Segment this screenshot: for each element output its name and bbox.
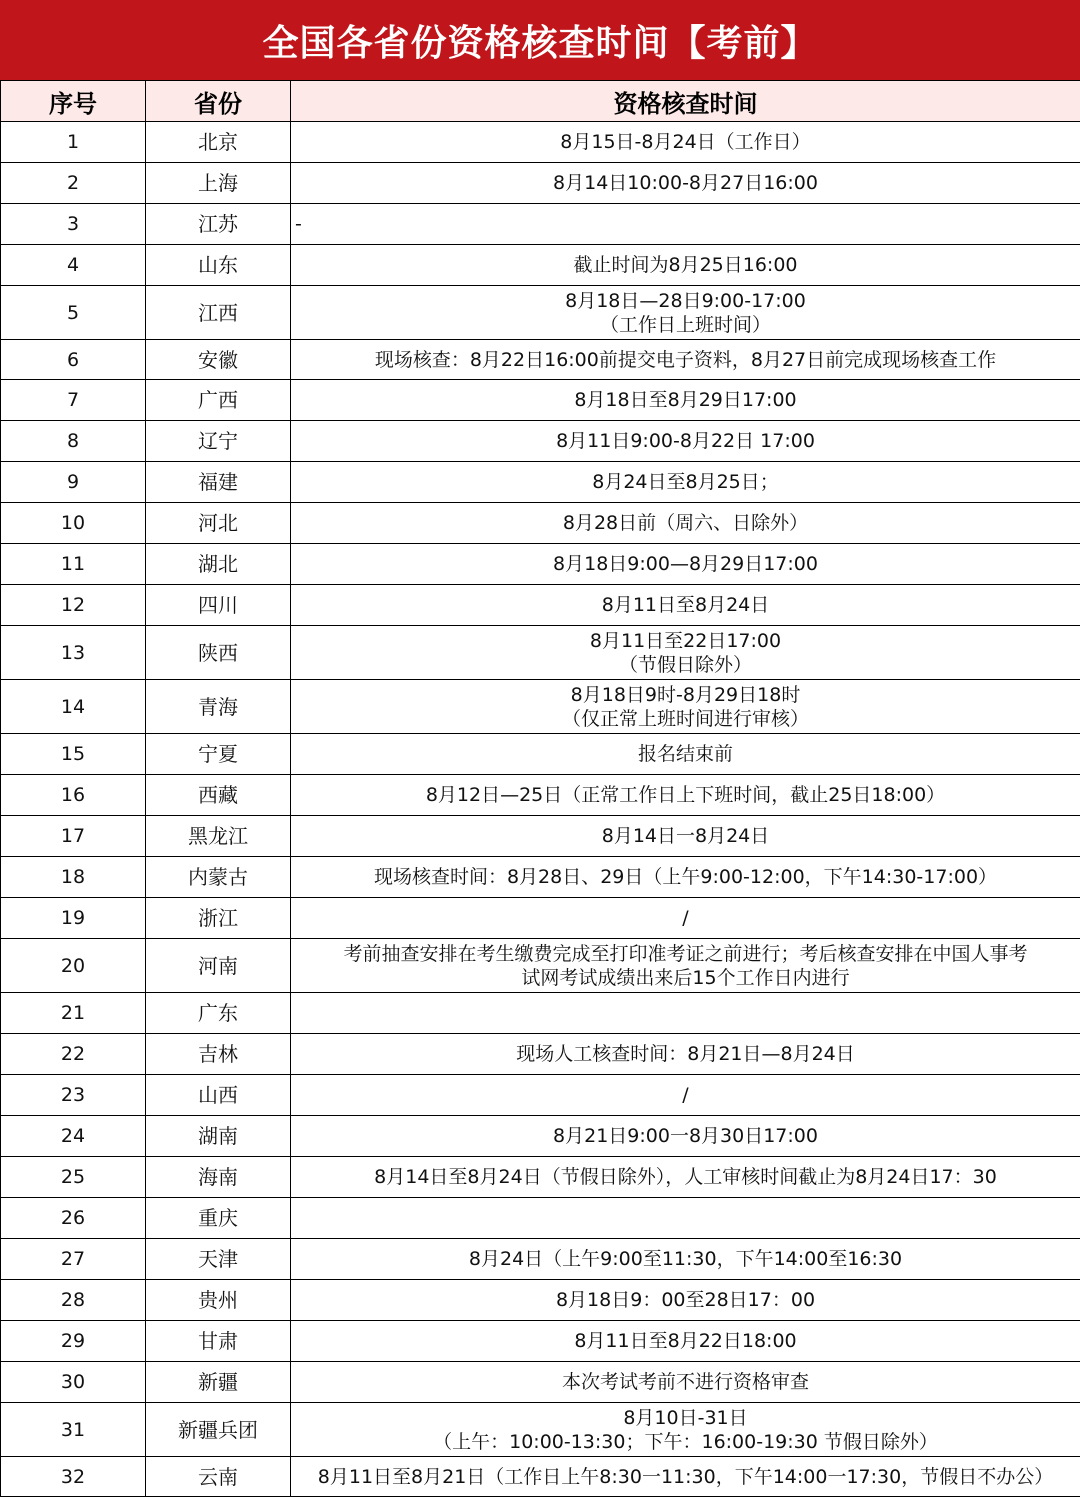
cell-province: 吉林: [146, 1034, 291, 1075]
cell-check-time: /: [291, 1075, 1080, 1116]
cell-seq: 10: [1, 503, 146, 544]
table-row: [1, 1157, 1080, 1198]
qualification-check-table: [0, 80, 1080, 1497]
cell-seq: 6: [1, 340, 146, 380]
table-row: [1, 680, 1080, 734]
cell-province: 贵州: [146, 1280, 291, 1321]
cell-province: 上海: [146, 163, 291, 204]
cell-check-time: 现场核查：8月22日16:00前提交电子资料，8月27日前完成现场核查工作: [291, 340, 1080, 380]
table-row: [1, 245, 1080, 286]
cell-check-time: 8月14日一8月24日: [291, 816, 1080, 857]
cell-check-time: 8月21日9:00一8月30日17:00: [291, 1116, 1080, 1157]
cell-seq: 21: [1, 993, 146, 1034]
cell-province: 海南: [146, 1157, 291, 1198]
cell-seq: 13: [1, 626, 146, 680]
table-row: [1, 122, 1080, 163]
cell-seq: 15: [1, 734, 146, 775]
table-row: [1, 1239, 1080, 1280]
table-row: [1, 544, 1080, 585]
cell-check-time: 8月11日至8月22日18:00: [291, 1321, 1080, 1362]
cell-seq: 27: [1, 1239, 146, 1280]
table-row: [1, 816, 1080, 857]
cell-seq: 9: [1, 462, 146, 503]
table-row: [1, 1457, 1080, 1497]
cell-seq: 18: [1, 857, 146, 898]
cell-check-time: 8月18日至8月29日17:00: [291, 380, 1080, 421]
table-row: [1, 380, 1080, 421]
cell-seq: 2: [1, 163, 146, 204]
table-row: [1, 1034, 1080, 1075]
cell-check-time: 8月24日至8月25日；: [291, 462, 1080, 503]
header-seq: 序号: [1, 81, 146, 122]
cell-check-time: 8月11日至8月21日（工作日上午8:30一11:30，下午14:00一17:30，节假日不办公）: [291, 1457, 1080, 1497]
table-row: [1, 734, 1080, 775]
table-row: [1, 204, 1080, 245]
cell-check-time: 8月18日9时-8月29日18时 （仅正常上班时间进行审核）: [291, 680, 1080, 734]
cell-province: 重庆: [146, 1198, 291, 1239]
cell-seq: 26: [1, 1198, 146, 1239]
cell-province: 黑龙江: [146, 816, 291, 857]
cell-province: 辽宁: [146, 421, 291, 462]
table-row: [1, 1116, 1080, 1157]
cell-province: 安徽: [146, 340, 291, 380]
table-row: [1, 340, 1080, 380]
cell-seq: 14: [1, 680, 146, 734]
cell-seq: 17: [1, 816, 146, 857]
cell-seq: 8: [1, 421, 146, 462]
cell-province: 天津: [146, 1239, 291, 1280]
cell-province: 陕西: [146, 626, 291, 680]
table-body: [1, 122, 1080, 1497]
cell-province: 江苏: [146, 204, 291, 245]
cell-seq: 31: [1, 1403, 146, 1457]
cell-check-time: 报名结束前: [291, 734, 1080, 775]
cell-province: 北京: [146, 122, 291, 163]
cell-seq: 29: [1, 1321, 146, 1362]
cell-check-time: 现场人工核查时间：8月21日—8月24日: [291, 1034, 1080, 1075]
cell-check-time: 截止时间为8月25日16:00: [291, 245, 1080, 286]
cell-seq: 5: [1, 286, 146, 340]
cell-province: 宁夏: [146, 734, 291, 775]
table-row: [1, 1198, 1080, 1239]
cell-province: 江西: [146, 286, 291, 340]
cell-check-time: 本次考试考前不进行资格审查: [291, 1362, 1080, 1403]
cell-province: 福建: [146, 462, 291, 503]
cell-seq: 30: [1, 1362, 146, 1403]
table-row: [1, 1403, 1080, 1457]
cell-seq: 22: [1, 1034, 146, 1075]
cell-seq: 4: [1, 245, 146, 286]
cell-seq: 16: [1, 775, 146, 816]
cell-seq: 11: [1, 544, 146, 585]
cell-check-time: 8月18日9:00—8月29日17:00: [291, 544, 1080, 585]
cell-check-time: 8月15日-8月24日（工作日）: [291, 122, 1080, 163]
cell-seq: 19: [1, 898, 146, 939]
table-header-row: [1, 81, 1080, 122]
cell-seq: 23: [1, 1075, 146, 1116]
cell-province: 西藏: [146, 775, 291, 816]
table-row: [1, 1280, 1080, 1321]
cell-check-time: 8月18日9：00至28日17：00: [291, 1280, 1080, 1321]
cell-province: 甘肃: [146, 1321, 291, 1362]
table-row: [1, 1075, 1080, 1116]
cell-check-time: [291, 1198, 1080, 1239]
table-row: [1, 1362, 1080, 1403]
cell-check-time: 8月10日-31日 （上午：10:00-13:30；下午：16:00-19:30 节假日除外）: [291, 1403, 1080, 1457]
cell-province: 湖南: [146, 1116, 291, 1157]
table-row: [1, 626, 1080, 680]
cell-province: 广东: [146, 993, 291, 1034]
table-row: [1, 421, 1080, 462]
cell-check-time: 8月28日前（周六、日除外）: [291, 503, 1080, 544]
cell-seq: 7: [1, 380, 146, 421]
cell-check-time: 考前抽查安排在考生缴费完成至打印准考证之前进行；考后核查安排在中国人事考 试网考试成绩出来后15个工作日内进行: [291, 939, 1080, 993]
table-row: [1, 1321, 1080, 1362]
cell-province: 广西: [146, 380, 291, 421]
cell-check-time: 现场核查时间：8月28日、29日（上午9:00-12:00，下午14:30-17:00）: [291, 857, 1080, 898]
cell-seq: 3: [1, 204, 146, 245]
header-province: 省份: [146, 81, 291, 122]
table-row: [1, 585, 1080, 626]
page-title: 全国各省份资格核查时间【考前】: [0, 0, 1080, 80]
cell-province: 浙江: [146, 898, 291, 939]
cell-province: 云南: [146, 1457, 291, 1497]
cell-seq: 24: [1, 1116, 146, 1157]
table-row: [1, 286, 1080, 340]
table-row: [1, 163, 1080, 204]
cell-check-time: 8月12日—25日（正常工作日上下班时间，截止25日18:00）: [291, 775, 1080, 816]
cell-check-time: 8月14日至8月24日（节假日除外），人工审核时间截止为8月24日17：30: [291, 1157, 1080, 1198]
cell-province: 四川: [146, 585, 291, 626]
cell-province: 内蒙古: [146, 857, 291, 898]
cell-check-time: [291, 993, 1080, 1034]
header-time: 资格核查时间: [291, 81, 1080, 122]
cell-province: 河南: [146, 939, 291, 993]
cell-check-time: 8月11日至8月24日: [291, 585, 1080, 626]
cell-province: 新疆: [146, 1362, 291, 1403]
cell-check-time: /: [291, 898, 1080, 939]
cell-check-time: 8月11日至22日17:00 （节假日除外）: [291, 626, 1080, 680]
table-row: [1, 898, 1080, 939]
table-row: [1, 939, 1080, 993]
cell-province: 河北: [146, 503, 291, 544]
cell-seq: 28: [1, 1280, 146, 1321]
cell-province: 新疆兵团: [146, 1403, 291, 1457]
cell-seq: 25: [1, 1157, 146, 1198]
cell-check-time: 8月14日10:00-8月27日16:00: [291, 163, 1080, 204]
cell-check-time: 8月24日（上午9:00至11:30，下午14:00至16:30: [291, 1239, 1080, 1280]
table-row: [1, 503, 1080, 544]
cell-seq: 12: [1, 585, 146, 626]
table-row: [1, 775, 1080, 816]
cell-province: 青海: [146, 680, 291, 734]
cell-seq: 32: [1, 1457, 146, 1497]
cell-province: 山东: [146, 245, 291, 286]
cell-seq: 20: [1, 939, 146, 993]
table-row: [1, 993, 1080, 1034]
cell-province: 湖北: [146, 544, 291, 585]
cell-province: 山西: [146, 1075, 291, 1116]
table-row: [1, 857, 1080, 898]
cell-check-time: 8月11日9:00-8月22日 17:00: [291, 421, 1080, 462]
table-row: [1, 462, 1080, 503]
cell-check-time: -: [291, 204, 1080, 245]
cell-check-time: 8月18日—28日9:00-17:00 （工作日上班时间）: [291, 286, 1080, 340]
cell-seq: 1: [1, 122, 146, 163]
